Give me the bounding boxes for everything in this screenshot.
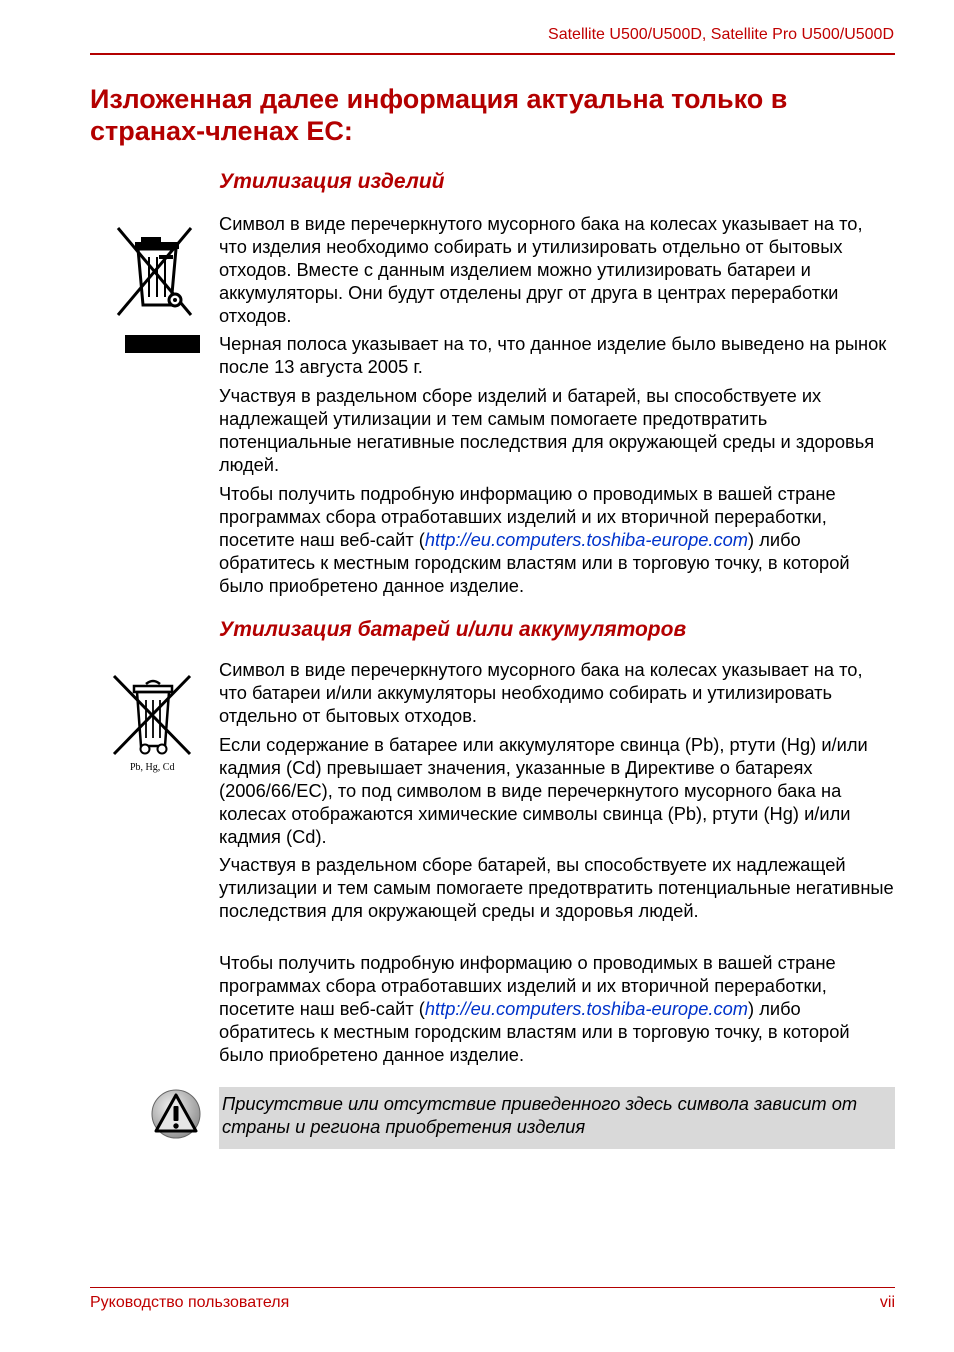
section-title-battery-disposal: Утилизация батарей и/или аккумуляторов <box>219 618 687 641</box>
page-number: vii <box>879 1294 895 1311</box>
section1-paragraph-2: Черная полоса указывает на то, что данное изделие было выведено на рынок после 13 августа 2005 г. <box>219 333 887 377</box>
section2-paragraph-4 <box>219 951 895 1066</box>
section1-p4-text-before: Чтобы получить подробную информацию о проводимых в вашей стране программах сбора отработавших изделий и их вторичной переработки, посетите наш веб-сайт ( <box>219 483 836 550</box>
header-rule <box>90 53 895 55</box>
black-bar-icon <box>125 335 200 353</box>
page-header-title: Satellite U500/U500D, Satellite Pro U500/U500D <box>548 26 894 43</box>
crossed-wheelie-bin-icon <box>115 225 197 319</box>
section2-paragraph-2: Если содержание в батарее или аккумуляторе свинца (Pb), ртути (Hg) и/или кадмия (Cd) превышает значения, указанные в Директиве о батареях (2006/66/EC), то под символом в виде перечеркнутого мусорного бака на колесах отображаются химические символы свинца (Pb), ртути (Hg) и/или кадмия (Cd). <box>219 734 868 847</box>
section1-paragraph-4 <box>219 482 895 597</box>
section1-paragraph-3: Участвуя в раздельном сборе изделий и батарей, вы способствуете их надлежащей утилизации и тем самым помогаете предотвратить потенциальные негативные последствия для окружающей среды и здоровья людей. <box>219 385 875 475</box>
warning-icon <box>150 1088 202 1140</box>
section-title-product-disposal: Утилизация изделий <box>219 170 445 193</box>
section1-paragraph-1: Символ в виде перечеркнутого мусорного бака на колесах указывает на то, что изделия необходимо собирать и утилизировать отдельно от бытовых отходов. Вместе с данным изделием можно утилизировать батареи и аккумуляторы. Они будут отделены друг от друга в центрах переработки отходов. <box>219 213 863 326</box>
chemical-symbols-label: Pb, Hg, Cd <box>130 762 175 773</box>
note-box <box>219 1087 895 1149</box>
section2-website-link[interactable]: http://eu.computers.toshiba-europe.com <box>424 998 749 1019</box>
section2-paragraph-3: Участвуя в раздельном сборе батарей, вы способствуете их надлежащей утилизации и тем самым помогаете предотвратить потенциальные негативные последствия для окружающей среды и здоровья людей. <box>219 854 894 921</box>
crossed-battery-bin-icon <box>110 672 196 760</box>
section1-website-link[interactable]: http://eu.computers.toshiba-europe.com <box>424 529 749 550</box>
section2-p4-text-before: Чтобы получить подробную информацию о проводимых в вашей стране программах сбора отработавших изделий и их вторичной переработки, посетите наш веб-сайт ( <box>219 952 836 1019</box>
section2-p4-text-after: ) либо обратитесь к местным городским властям или в торговую точку, в которой было приобретено данное изделие. <box>219 998 850 1065</box>
footer-guide-title: Руководство пользователя <box>90 1294 290 1311</box>
section2-paragraph-1: Символ в виде перечеркнутого мусорного бака на колесах указывает на то, что батареи и/или аккумуляторы необходимо собирать и утилизировать отдельно от бытовых отходов. <box>219 659 863 726</box>
note-text: Присутствие или отсутствие приведенного здесь символа зависит от страны и региона приобретения изделия <box>222 1093 858 1137</box>
footer-rule <box>90 1287 895 1288</box>
section1-p4-text-after: ) либо обратитесь к местным городским властям или в торговую точку, в которой было приобретено данное изделие. <box>219 529 850 596</box>
page-title: Изложенная далее информация актуальна только в странах-членах ЕС: <box>90 84 788 146</box>
